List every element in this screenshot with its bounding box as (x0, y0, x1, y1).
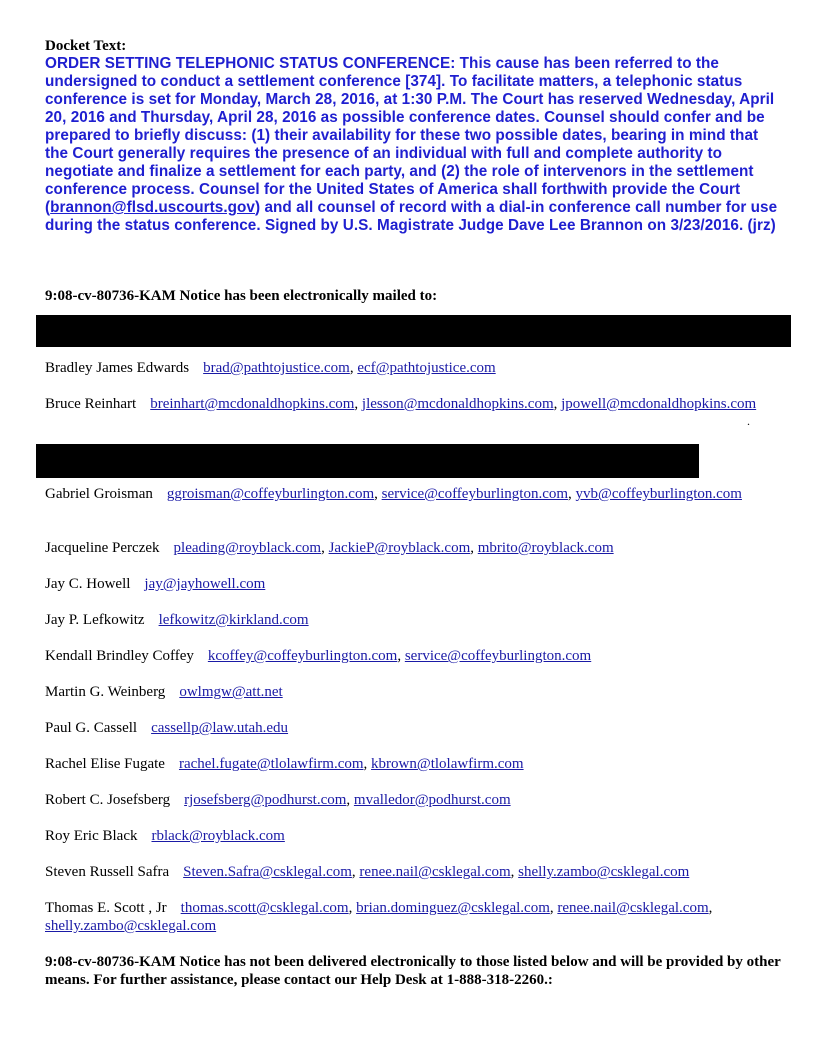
recipient-entry (45, 827, 785, 845)
email-link[interactable]: brad@pathtojustice.com (203, 360, 350, 376)
email-link[interactable]: jlesson@mcdonaldhopkins.com (361, 396, 554, 412)
redaction-bar (36, 444, 699, 478)
email-link[interactable]: ecf@pathtojustice.com (357, 360, 496, 376)
notice-mailed-heading: 9:08-cv-80736-KAM Notice has been electronically mailed to: (45, 288, 438, 304)
recipient-name: Bradley James Edwards (45, 360, 190, 376)
email-link[interactable]: thomas.scott@csklegal.com (180, 900, 349, 916)
email-link[interactable]: renee.nail@csklegal.com (557, 900, 709, 916)
recipient-entry (45, 647, 785, 665)
email-link[interactable]: owlmgw@att.net (179, 684, 283, 700)
recipient-entry (45, 395, 785, 413)
recipient-name: Martin G. Weinberg (45, 684, 166, 700)
docket-text-label: Docket Text: (45, 38, 127, 54)
email-separator: , (349, 360, 358, 376)
recipient-entry (45, 755, 785, 773)
recipient-entry (45, 359, 785, 377)
trailing-marker: . (747, 414, 750, 428)
email-link[interactable]: service@coffeyburlington.com (404, 648, 592, 664)
recipient-name: Kendall Brindley Coffey (45, 648, 194, 664)
email-separator: , (363, 756, 372, 772)
recipient-name: Rachel Elise Fugate (45, 756, 165, 772)
email-link[interactable]: Steven.Safra@csklegal.com (183, 864, 352, 880)
recipient-entry (45, 863, 785, 881)
email-separator: , (351, 864, 360, 880)
docket-text-part1: ORDER SETTING TELEPHONIC STATUS CONFERENCE: This cause has been referred to the undersigned to conduct a settlement conference [374]. To facilitate matters, a telephonic status conference is set for Monday, March 28, 2016, at 1:30 P.M. The Court has reserved Wednesday, April 20, 2016 and Thursday, April 28, 2016 as possible conference dates. Counsel should confer and be prepared to briefly discuss: (1) their availability for these two possible dates, bearing in mind that the Court generally requires the presence of an individual with full and complete authority to negotiate and finalize a settlement for each party, and (2) the role of intervenors in the settlement conference process. Counsel for the United States of America shall forthwith provide the Court ( (45, 55, 775, 216)
email-link[interactable]: lefkowitz@kirkland.com (158, 612, 309, 628)
email-link[interactable]: rjosefsberg@podhurst.com (184, 792, 347, 808)
email-separator: , (568, 486, 576, 502)
email-link[interactable]: mbrito@royblack.com (477, 540, 614, 556)
recipient-name: Thomas E. Scott , Jr (45, 900, 167, 916)
email-link[interactable]: jpowell@mcdonaldhopkins.com (561, 396, 757, 412)
email-link[interactable]: rblack@royblack.com (151, 828, 285, 844)
recipient-name: Roy Eric Black (45, 828, 138, 844)
email-link[interactable]: shelly.zambo@csklegal.com (45, 918, 217, 934)
recipient-entry (45, 485, 785, 503)
recipient-name: Bruce Reinhart (45, 396, 137, 412)
email-link[interactable]: brian.dominguez@csklegal.com (356, 900, 550, 916)
recipient-name: Jay P. Lefkowitz (45, 612, 145, 628)
email-separator: , (354, 396, 362, 412)
recipient-name: Steven Russell Safra (45, 864, 170, 880)
email-link[interactable]: JackieP@royblack.com (328, 540, 471, 556)
recipient-entry (45, 611, 785, 629)
email-link[interactable]: kcoffey@coffeyburlington.com (207, 648, 398, 664)
email-link[interactable]: ggroisman@coffeyburlington.com (166, 486, 375, 502)
email-link[interactable]: renee.nail@csklegal.com (359, 864, 511, 880)
email-link[interactable]: cassellp@law.utah.edu (151, 720, 289, 736)
email-link[interactable]: service@coffeyburlington.com (381, 486, 569, 502)
email-link[interactable]: yvb@coffeyburlington.com (575, 486, 742, 502)
recipient-name: Robert C. Josefsberg (45, 792, 171, 808)
email-link[interactable]: breinhart@mcdonaldhopkins.com (150, 396, 355, 412)
recipient-name: Gabriel Groisman (45, 486, 153, 502)
email-separator: , (346, 792, 354, 808)
recipient-entry (45, 791, 785, 809)
recipient-entry (45, 899, 785, 935)
recipient-entry (45, 719, 785, 737)
recipient-name: Paul G. Cassell (45, 720, 138, 736)
email-separator: , (397, 648, 405, 664)
recipient-entry (45, 575, 785, 593)
notice-not-delivered-heading: 9:08-cv-80736-KAM Notice has not been delivered electronically to those listed below and will be provided by other means. For further assistance, please contact our Help Desk at 1-888-318-2260.: (45, 954, 781, 988)
email-separator: , (510, 864, 519, 880)
email-link[interactable]: pleading@royblack.com (173, 540, 322, 556)
recipient-entry (45, 539, 785, 557)
email-separator: , (348, 900, 357, 916)
email-separator: , (549, 900, 558, 916)
email-separator: , (374, 486, 382, 502)
email-link[interactable]: jay@jayhowell.com (144, 576, 266, 592)
recipient-name: Jay C. Howell (45, 576, 131, 592)
docket-text-part2: ) and all counsel of record with a dial-in conference call number for use during the status conference. Signed by U.S. Magistrate Judge Dave Lee Brannon on 3/23/2016. (jrz) (45, 199, 778, 234)
email-separator: , (553, 396, 562, 412)
court-email-link[interactable]: brannon@flsd.uscourts.gov (50, 199, 255, 216)
email-link[interactable]: shelly.zambo@csklegal.com (518, 864, 690, 880)
email-separator: , (321, 540, 329, 556)
redaction-bar (36, 315, 791, 347)
email-link[interactable]: kbrown@tlolawfirm.com (371, 756, 524, 772)
recipient-name: Jacqueline Perczek (45, 540, 160, 556)
email-separator: , (708, 900, 713, 916)
recipient-entry (45, 683, 785, 701)
email-link[interactable]: rachel.fugate@tlolawfirm.com (178, 756, 364, 772)
docket-text-body (45, 55, 780, 235)
email-link[interactable]: mvalledor@podhurst.com (353, 792, 511, 808)
email-separator: , (470, 540, 478, 556)
